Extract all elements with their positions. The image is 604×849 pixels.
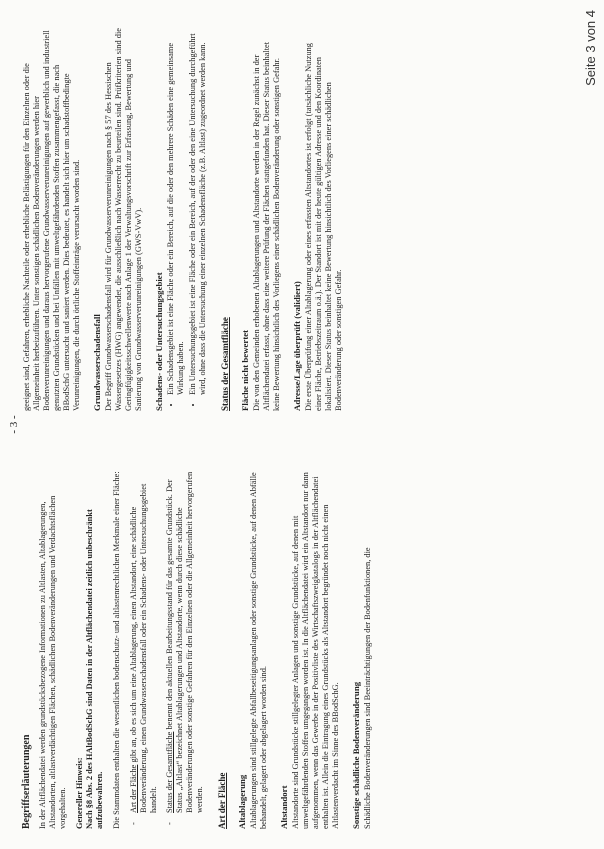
intro-paragraph: In der Altflächendatei werden grundstücksbezogene Informationen zu Altlasten, Altablagerungen, Altstandorten, altlastverdächtigen Flächen, schädlichen Bodenveränderungen und Verdachtsflächen vorgehalten. (38, 495, 67, 829)
fnb-text: Die von den Gemeinden erhobenen Altablagerungen und Altstandorte werden in der Regel zunächst in der Altflächendatei erfasst, ohne dass eine weitere Prüfung der Flächen stattgefunden hat. Dieser Status beinhaltet keine Bewertung hinsichtlich des Vorliegens einer schädlichen Bodenveränderung oder sonstigen Gefahr. (252, 41, 281, 411)
adr-title: Adresse/Lage überprüft (validiert) (292, 281, 302, 411)
left-column (22, 459, 380, 829)
altablagerung-title: Altablagerung (237, 774, 247, 829)
list-item-text: benennt den aktuellen Bearbeitungsstand für das gesamte Grundstück. Der Status „Altlast“ bezeichnet Altablagerungen und Altstandorte, wenn durch diese schädliche Bodenveränderungen oder sonstige Gefahren für den Einzelnen oder die Allgemeinheit hervorgerufen werden. (165, 471, 204, 813)
list-item (129, 459, 159, 813)
stammdaten-paragraph: Die Stammdaten enthalten die wesentlichen bodenschutz- und altlastenrechtlichen Merkmale einer Fläche: (112, 471, 121, 829)
document-title: Begriffserläuterungen (21, 734, 32, 829)
list-item: • Ein Schadensgebiet ist eine Fläche oder ein Bereich, auf die oder den mehrere Schäden eine gemeinsame Wirkung haben. (166, 26, 186, 395)
sbv-title: Sonstige schädliche Bodenveränderung (351, 681, 361, 829)
fnb-title: Fläche nicht bewertet (240, 329, 250, 411)
adr-text: Die erste Überprüfung einer Altablagerung oder eines erfassten Altstandortes ist erfolgt (tatsächliche Nutzung einer Fläche, Betriebszeitraum o.ä.). Der Standort ist mit der heute gültigen Adresse und den Koordinaten lokalisiert. Dieser Status beinhaltet keine Bewertung hinsichtlich des Vorliegens einer schädlichen Bodenveränderung oder sonstigen Gefahr. (304, 43, 343, 411)
section-heading-status: Status der Gesamtfläche (220, 317, 230, 411)
section-heading-art: Art der Fläche (217, 772, 227, 829)
hint-title: Genereller Hinweis: (75, 757, 84, 829)
list-item: • Ein Untersuchungsgebiet ist eine Fläche oder ein Bereich, auf der oder den eine Untersuchung durchgeführt wird, ohne dass die Untersuchung einer einzelnen Schadensfläche (z.B. Altlast) zugeordnet werden kann. (188, 26, 208, 395)
continuation-paragraph: geeignet sind, Gefahren, erhebliche Nachteile oder erhebliche Belästigungen für den Einzelnen oder die Allgemeinheit herbeizuführen. Unter sonstigen schädlichen Bodenveränderungen werden hier Bodenverunreinigungen und daraus hervorgerufene Grundwasserverunreinigungen auf gewerblich und industriell genutzten Grundstücken und bei Unfällen mit umweltgefährdenden Stoffen zusammengefasst, die nach BBodSchG untersucht und saniert werden. Dies bedeutet, es handelt sich hier um schadstoffbedingte Verunreinigungen, die durch örtliche Stoffeinträge verursacht worden sind. (22, 30, 81, 411)
right-column (22, 26, 351, 411)
page-footer: Seite 3 von 4 (583, 10, 598, 86)
list-item (165, 459, 205, 813)
sg-title: Schadens- oder Untersuchungsgebiet (154, 272, 164, 411)
gw-text: Der Begriff Grundwasserschadensfall wird für Grundwasserverunreinigungen nach § 57 des Hessischen Wassergesetzes (HWG) angewendet, die ausschließlich nach Wasserrecht zu beurteilen sind. Prüfkriterien sind die Geringfügigkeitsschwellenwerte nach Anlage 1 der Verwaltungsvorschrift zur Erfassung, Bewertung und Sanierung von Grundwasserverunreinigungen (GWS-VwV). (104, 28, 143, 411)
term-status-gesamtflaeche: Status der Gesamtfläche (165, 731, 174, 813)
sg-list (166, 26, 208, 411)
stammdaten-list (129, 459, 205, 829)
page-number: - 3 - (8, 415, 20, 434)
gw-title: Grundwasserschadensfall (92, 314, 102, 411)
hint-text: Nach §8 Abs. 2 des HAltBodSchG sind Daten in der Altflächendatei zeitlich unbeschränkt aufzubewahren. (85, 509, 104, 829)
list-item-text: gibt an, ob es sich um eine Altablagerung, einen Altstandort, eine schädliche Bodenveränderung, einen Grundwasserschadensfall oder ein Schadens- oder Untersuchungsgebiet handelt. (129, 483, 158, 813)
altablagerung-text: Altablagerungen sind stillgelegte Abfallbeseitigungsanlagen oder sonstige Grundstücke, auf denen Abfälle behandelt, gelagert oder abgelagert worden sind. (249, 472, 268, 829)
altstandort-title: Altstandort (279, 785, 289, 829)
sbv-text: Schädliche Bodenveränderungen sind Beeinträchtigungen der Bodenfunktionen, die (363, 547, 372, 829)
altstandort-text: Altstandorte sind Grundstücke stillgelegter Anlagen und sonstige Grundstücke, auf denen mit umweltgefährdenden Stoffen umgegangen worden ist. In die Altflächendatei wird ein Altstandort nur dann aufgenommen, wenn das Gewerbe in der Positivliste des Wirtschaftszweigkatalogs in der Altflächendatei enthalten ist. Allein die Eintragung eines Grundstücks als Altstandort begründet noch nicht einen Altlastenverdacht im Sinne des BBodSchG. (291, 472, 340, 829)
term-art-der-flaeche: Art der Fläche (129, 764, 138, 813)
